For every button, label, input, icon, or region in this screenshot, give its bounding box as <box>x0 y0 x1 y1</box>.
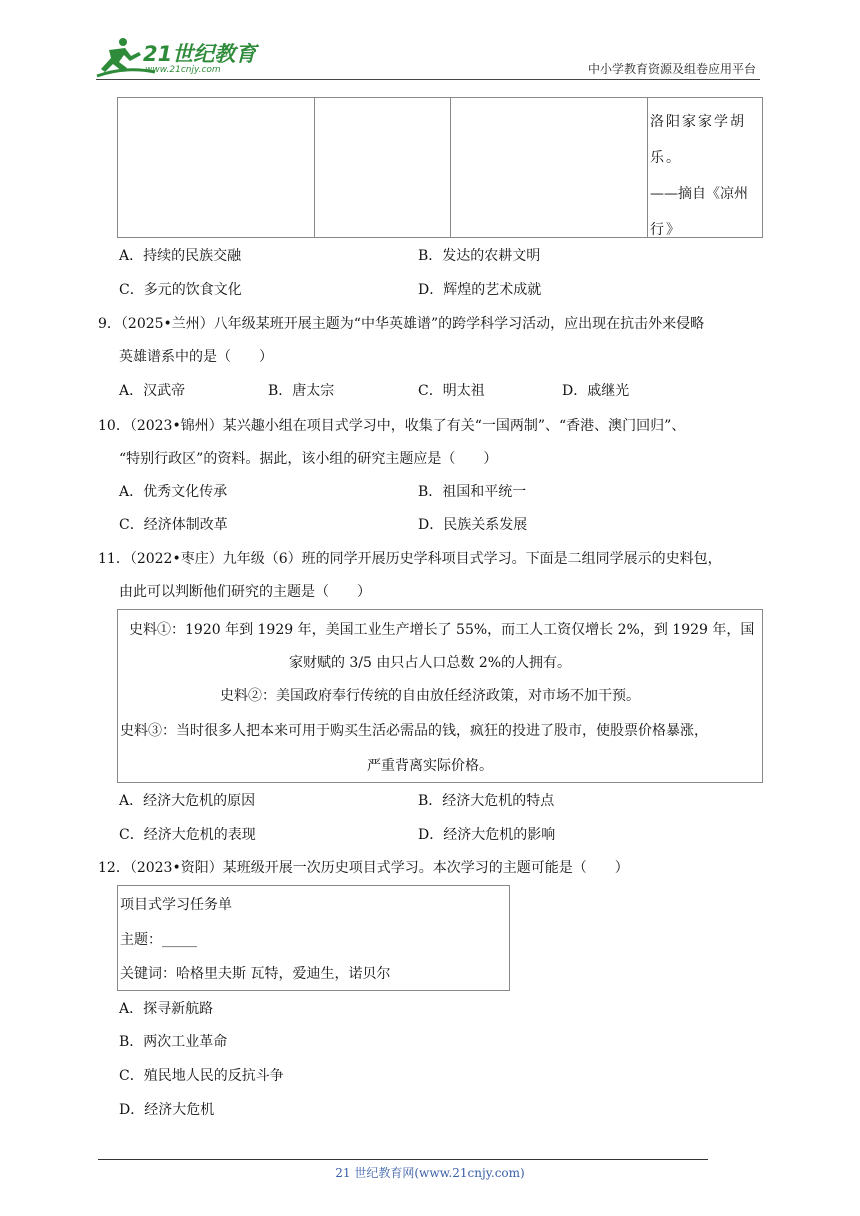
q10-option-c[interactable]: C．经济体制改革 <box>119 517 228 533</box>
q11-stem: 11．（2022•枣庄）九年级（6）班的同学开展历史学科项目式学习。下面是二组同学展示的史料包， <box>98 551 722 567</box>
q10-stem: 10．（2023•锦州）某兴趣小组在项目式学习中，收集了有关“一国两制”、“香港、澳门回归”、 <box>98 418 686 434</box>
q9-option-b[interactable]: B．唐太宗 <box>268 383 335 399</box>
q12-option-b[interactable]: B．两次工业革命 <box>119 1034 228 1050</box>
quote-line: 洛阳家家学胡 <box>650 114 746 130</box>
footer-link[interactable]: 21 世纪教育网(www.21cnjy.com) <box>335 1166 525 1180</box>
q12-option-d[interactable]: D．经济大危机 <box>119 1102 215 1118</box>
task-card-topic: 主题：_____ <box>120 932 197 948</box>
source-2: 史料②：美国政府奉行传统的自由放任经济政策，对市场不加干预。 <box>220 688 640 704</box>
table-column-divider <box>450 98 451 237</box>
header-divider <box>96 79 760 80</box>
q10-option-b[interactable]: B．祖国和平统一 <box>418 484 527 500</box>
source-3-line-1: 史料③：当时很多人把本来可用于购买生活必需品的钱，疯狂的投进了股市，使股票价格暴涨， <box>120 723 708 739</box>
q9-option-c[interactable]: C．明太祖 <box>418 383 485 399</box>
q11-option-d[interactable]: D．经济大危机的影响 <box>418 827 556 843</box>
q11-option-a[interactable]: A．经济大危机的原因 <box>119 793 256 809</box>
q8-option-b[interactable]: B．发达的农耕文明 <box>418 248 541 264</box>
q10-stem-cont: “特别行政区”的资料。据此，该小组的研究主题应是（ ） <box>119 451 498 467</box>
quote-line: ——摘自《凉州 <box>650 186 748 202</box>
task-card-title: 项目式学习任务单 <box>120 897 232 913</box>
quote-line: 乐。 <box>650 150 682 166</box>
q12-stem: 12．（2023•资阳）某班级开展一次历史项目式学习。本次学习的主题可能是（ ） <box>98 860 629 876</box>
q9-option-a[interactable]: A．汉武帝 <box>119 383 186 399</box>
q8-option-a[interactable]: A．持续的民族交融 <box>119 248 242 264</box>
q9-stem-cont: 英雄谱系中的是（ ） <box>119 349 273 365</box>
q11-option-b[interactable]: B．经济大危机的特点 <box>418 793 555 809</box>
quote-line: 行》 <box>650 222 682 238</box>
q9-option-d[interactable]: D．戚继光 <box>562 383 630 399</box>
logo-url: www.21cnjy.com <box>145 65 221 75</box>
source-3-line-2: 严重背离实际价格。 <box>367 758 493 774</box>
q9-stem: 9．（2025•兰州）八年级某班开展主题为“中华英雄谱”的跨学科学习活动，应出现在抗击外来侵略 <box>98 316 705 332</box>
header-platform-text: 中小学教育资源及组卷应用平台 <box>587 62 756 76</box>
q11-stem-cont: 由此可以判断他们研究的主题是（ ） <box>119 584 371 600</box>
q10-option-a[interactable]: A．优秀文化传承 <box>119 484 228 500</box>
footer-divider <box>98 1159 708 1160</box>
table-column-divider <box>647 98 648 237</box>
q8-option-d[interactable]: D．辉煌的艺术成就 <box>418 282 542 298</box>
table-cell-quote <box>650 104 760 248</box>
q12-option-c[interactable]: C．殖民地人民的反抗斗争 <box>119 1068 284 1084</box>
q12-option-a[interactable]: A．探寻新航路 <box>119 1001 214 1017</box>
q10-option-d[interactable]: D．民族关系发展 <box>418 517 528 533</box>
source-1-line-2: 家财赋的 3/5 由只占人口总数 2%的人拥有。 <box>288 655 572 671</box>
logo-title: 21世纪教育 <box>143 42 257 66</box>
q11-option-c[interactable]: C．经济大危机的表现 <box>119 827 256 843</box>
table-column-divider <box>314 98 315 237</box>
task-card-keywords: 关键词：哈格里夫斯 瓦特，爱迪生，诺贝尔 <box>120 966 391 982</box>
site-logo <box>95 36 265 80</box>
source-1-line-1: 史料①：1920 年到 1929 年，美国工业生产增长了 55%，而工人工资仅增长 2%，到 1929 年，国 <box>129 622 755 638</box>
q8-option-c[interactable]: C．多元的饮食文化 <box>119 282 242 298</box>
